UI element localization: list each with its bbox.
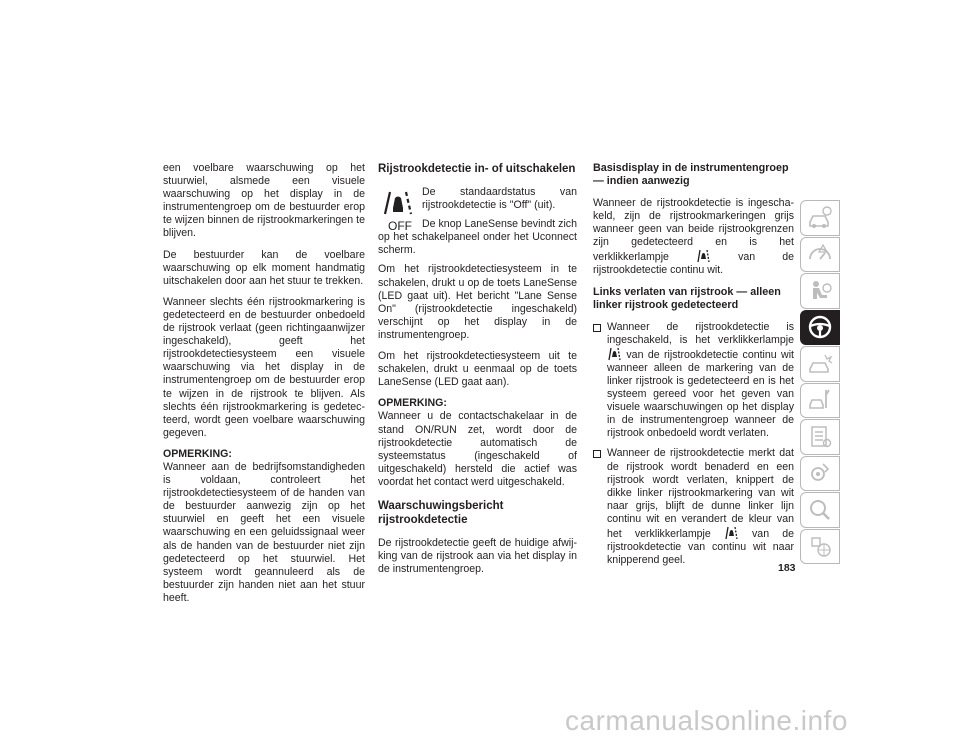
- paragraph: Wanneer slechts één rijstrookmarkering is gedetecteerd en de bestuurder onbedoeld de rijstrook verlaat (geen richtingaanwijzer ingeschakeld), geeft het rijstrookdetectiesysteem een visuele waarschuwing via het display in de instrumentengroep om de bestuurder erop te wijzen in de rijstrook te blijven. Als slechts één rijstrookmarkering is gedetecteerd, wordt geen voelbare waarschuwing gegeven.: [163, 295, 365, 439]
- list-item-text: Wanneer de rijstrookdetectie merkt dat de rijstrook wordt benaderd en een rijstrook wordt verlaten, knippert de dikke linker rijstrookmarkering van wit naar grijs, blijft de dunne linker lijn continu wit en verandert de kleur van het verklikkerlampje: [607, 447, 794, 540]
- tab-emergency[interactable]: [800, 346, 840, 382]
- paragraph: De rijstrookdetectie geeft de huidige afwijking van de rijstrook aan via het display in de instrumentengroep.: [378, 536, 577, 576]
- lanesense-off-block: [378, 186, 577, 257]
- lane-indicator-icon: [697, 249, 710, 263]
- paragraph: een voelbare waarschuwing op het stuurwiel, alsmede een visuele waarschuwing op het display in de instrumentengroep om de bestuurder erop te wijzen binnen de rijstrookmarkeringen te blijven.: [163, 162, 365, 240]
- note-text: Wanneer u de contactschakelaar in de stand ON/RUN zet, wordt door de rijstrookdetectie automatisch de systeemstatus (ingeschakeld of uitgeschakeld) hersteld die actief was voordat het contact werd uitgeschakeld.: [378, 410, 577, 488]
- list-item: [593, 447, 794, 567]
- page-number: 183: [778, 562, 796, 574]
- note-heading: OPMERKING:: [378, 397, 447, 410]
- section-heading: Links verlaten van rijstrook — alleen linker rijstrook gedetecteerd: [593, 285, 781, 311]
- car-crash-icon: [807, 351, 833, 377]
- magnifier-icon: [807, 497, 833, 523]
- section-heading: Basisdisplay in de instrumentengroep — indien aanwezig: [593, 162, 789, 187]
- bullet-list: [593, 321, 794, 568]
- lane-indicator-icon: [725, 526, 738, 540]
- lanesense-off-icon: [380, 188, 420, 234]
- language-globe-icon: [807, 533, 833, 559]
- list-item-text: van de rijstrookdetectie continu wit wanneer alleen de markering van de linker rijstrook is gedetecteerd en is het systeem gereed voor het geven van visuele waarschuwingen op het display in de instrumentengroep wanneer de rijstrook onbedoeld wordt verlaten.: [607, 348, 794, 440]
- watermark: carmanualsonline.info: [565, 705, 848, 736]
- note-text: Wanneer aan de bedrijfsomstandigheden is voldaan, controleert het rijstrookdetectiesysteem of de handen van de bestuurder aanwezig zijn op het stuurwiel en geeft het een visuele waarschuwing en een geluidssignaal weer als de handen van de bestuurder niet zijn gedetecteerd op het stuurwiel. Het systeem wordt geannuleerd als de bestuurder zijn handen niet aan het stuur heeft.: [163, 460, 365, 604]
- paragraph-text: Wanneer de rijstrookdetectie is ingeschakeld, zijn de rijstrookmarkeringen grijs wanneer geen van beide rijstrookgrenzen zijn gedetecteerd en is het verklikkerlampje: [593, 197, 794, 264]
- airbag-person-icon: [807, 278, 833, 304]
- tab-customer-assistance[interactable]: [800, 492, 840, 528]
- tab-dashboard-warnings[interactable]: [800, 237, 840, 273]
- note-block: [163, 448, 365, 605]
- paragraph-text: van de rijstrookdetectie continu wit.: [593, 251, 794, 277]
- paragraph: De standaardstatus van rijstrookdetectie is "Off" (uit).: [422, 186, 577, 212]
- chapter-tabs: [800, 200, 842, 565]
- column-middle: [378, 162, 577, 584]
- note-block: [378, 397, 577, 489]
- tab-index[interactable]: [800, 529, 840, 565]
- section-heading: Rijstrookdetectie in- of uitschakelen: [378, 163, 576, 175]
- paragraph: Om het rijstrookdetectiesysteem uit te schakelen, drukt u eenmaal op de toets LaneSense (LED gaat aan).: [378, 350, 577, 389]
- tab-specifications[interactable]: [800, 419, 840, 455]
- checklist-icon: [807, 424, 833, 450]
- tab-driving[interactable]: [800, 310, 840, 346]
- note-heading: OPMERKING:: [163, 447, 232, 460]
- section-heading: Waarschuwingsbericht rijstrookdetectie: [378, 499, 504, 526]
- list-item: [593, 321, 794, 441]
- bullet-box-icon: [593, 324, 601, 332]
- tab-multimedia[interactable]: [800, 456, 840, 492]
- car-tools-icon: [807, 387, 833, 413]
- column-right: [593, 162, 794, 574]
- list-item-text: Wanneer de rijstrookdetectie is ingeschakeld, is het verklikkerlampje: [607, 320, 794, 346]
- paragraph: De bestuurder kan de voelbare waarschuwing op elk moment handmatig uitschakelen door aan het stuur te trekken.: [163, 248, 365, 287]
- dashboard-warning-icon: [807, 241, 833, 267]
- tab-service[interactable]: [800, 383, 840, 419]
- tab-car-info[interactable]: [800, 200, 840, 236]
- off-icon-label: OFF: [388, 219, 412, 233]
- bullet-box-icon: [593, 450, 601, 458]
- lane-indicator-icon: [608, 347, 621, 361]
- paragraph: De knop LaneSense bevindt zich op het schakelpaneel onder het Uconnect scherm.: [378, 218, 577, 257]
- paragraph: Om het rijstrookdetectiesysteem in te schakelen, drukt u op de toets LaneSense (LED gaat uit). Het bericht "Lane Sense On" (rijstrookdetectie ingeschakeld) verschijnt op het display in de instrumentengroep.: [378, 263, 577, 341]
- wrench-gear-icon: [807, 460, 833, 486]
- column-left: [163, 162, 365, 613]
- car-info-icon: [807, 205, 833, 231]
- paragraph: [593, 197, 794, 278]
- steering-wheel-icon: [807, 314, 833, 340]
- tab-safety[interactable]: [800, 273, 840, 309]
- list-item-text: van de rijstrookdetectie van continu wit naar knipperend geel.: [607, 527, 794, 567]
